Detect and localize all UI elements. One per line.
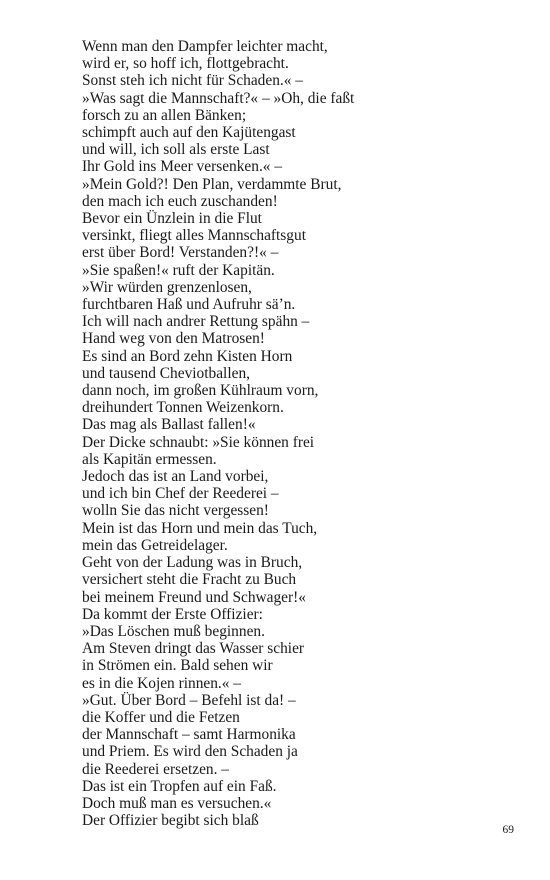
page-number: 69 <box>502 824 514 836</box>
poem-line: »Mein Gold?! Den Plan, verdammte Brut, <box>82 175 342 193</box>
poem-line: forsch zu an allen Bänken; <box>82 106 247 124</box>
poem-line: und will, ich soll als erste Last <box>82 141 270 159</box>
poem-line: Es sind an Bord zehn Kisten Horn <box>82 347 293 365</box>
poem-line: und ich bin Chef der Reederei – <box>82 485 279 503</box>
poem-line: dann noch, im großen Kühlraum vorn, <box>82 382 319 400</box>
poem-line: schimpft auch auf den Kajütengast <box>82 124 296 142</box>
poem-line: »Wir würden grenzenlosen, <box>82 278 252 296</box>
poem-line: »Das Löschen muß beginnen. <box>82 622 265 640</box>
poem-line: Am Steven dringt das Wasser schier <box>82 640 305 658</box>
poem-line: Ich will nach andrer Rettung spähn – <box>82 313 310 331</box>
poem-line: und tausend Cheviotballen, <box>82 364 250 382</box>
poem-line: die Koffer und die Fetzen <box>82 708 240 726</box>
poem-text <box>82 38 502 829</box>
poem-line: Ihr Gold ins Meer versenken.« – <box>82 158 283 176</box>
poem-line: es in die Kojen rinnen.« – <box>82 674 242 692</box>
poem-line: Doch muß man es versuchen.« <box>82 794 272 812</box>
poem-line: Bevor ein Ünzlein in die Flut <box>82 210 262 228</box>
poem-line: Sonst steh ich nicht für Schaden.« – <box>82 72 303 90</box>
poem-line: wolln Sie das nicht vergessen! <box>82 502 269 520</box>
poem-line: »Was sagt die Mannschaft?« – »Oh, die faßt <box>82 89 355 107</box>
poem-line: bei meinem Freund und Schwager!« <box>82 588 306 606</box>
poem-line: Geht von der Ladung was in Bruch, <box>82 554 303 572</box>
poem-line: versinkt, fliegt alles Mannschaftsgut <box>82 227 306 245</box>
poem-line: versichert steht die Fracht zu Buch <box>82 571 297 589</box>
poem-line: Wenn man den Dampfer leichter macht, <box>82 38 328 55</box>
poem-line: mein das Getreidelager. <box>82 536 228 554</box>
poem-line: die Reederei ersetzen. – <box>82 760 229 778</box>
poem-line: furchtbaren Haß und Aufruhr sä’n. <box>82 296 296 314</box>
poem-line: Das ist ein Tropfen auf ein Faß. <box>82 777 277 795</box>
poem-line: als Kapitän ermessen. <box>82 450 217 468</box>
poem-line: der Mannschaft – samt Harmonika <box>82 726 296 744</box>
poem-line: erst über Bord! Verstanden?!« – <box>82 244 279 262</box>
poem-line: und Priem. Es wird den Schaden ja <box>82 743 298 761</box>
poem-line: »Sie spaßen!« ruft der Kapitän. <box>82 261 275 279</box>
poem-line: Da kommt der Erste Offizier: <box>82 605 263 623</box>
poem-line: Der Dicke schnaubt: »Sie können frei <box>82 433 315 451</box>
poem-line: Jedoch das ist an Land vorbei, <box>82 468 269 486</box>
poem-line: Der Offizier begibt sich blaß <box>82 812 259 830</box>
poem-line: wird er, so hoff ich, flottgebracht. <box>82 55 289 73</box>
poem-line: Hand weg von den Matrosen! <box>82 330 265 348</box>
poem-line: den mach ich euch zuschanden! <box>82 192 278 210</box>
poem-line: dreihundert Tonnen Weizenkorn. <box>82 399 284 417</box>
poem-line: Das mag als Ballast fallen!« <box>82 416 256 434</box>
poem-line: Mein ist das Horn und mein das Tuch, <box>82 519 318 537</box>
poem-line: in Strömen ein. Bald sehen wir <box>82 657 273 675</box>
poem-line: »Gut. Über Bord – Befehl ist da! – <box>82 691 296 709</box>
